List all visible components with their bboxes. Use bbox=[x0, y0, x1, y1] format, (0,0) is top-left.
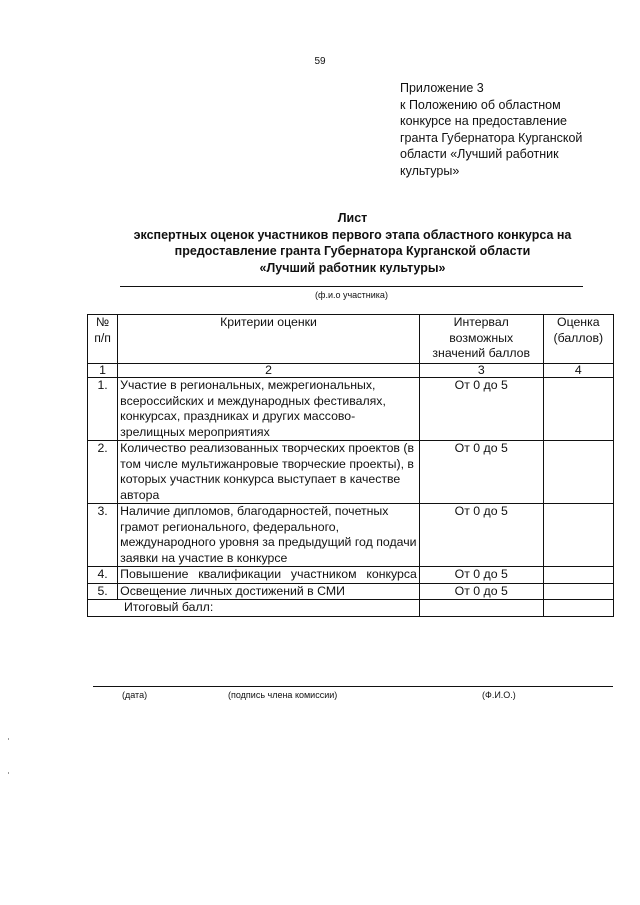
appendix-line: области «Лучший работник bbox=[400, 147, 559, 161]
document-title bbox=[100, 210, 605, 276]
total-label: Итоговый балл: bbox=[88, 600, 420, 617]
column-index: 1 bbox=[88, 364, 118, 378]
table-row bbox=[88, 567, 614, 584]
header-score: Оценка (баллов) bbox=[543, 315, 613, 364]
row-score-input[interactable] bbox=[543, 441, 613, 504]
participant-name-caption: (ф.и.о участника) bbox=[315, 290, 388, 300]
row-num: 1. bbox=[88, 378, 118, 441]
signature-line bbox=[93, 686, 613, 687]
title-line: экспертных оценок участников первого этапа областного конкурса на bbox=[133, 227, 572, 242]
column-index: 3 bbox=[419, 364, 543, 378]
row-criteria: Повышение квалификации участником конкурса bbox=[118, 567, 420, 584]
row-score-input[interactable] bbox=[543, 583, 613, 600]
row-score-input[interactable] bbox=[543, 378, 613, 441]
appendix-line: культуры» bbox=[400, 163, 460, 178]
header-interval: Интервал возможных значений баллов bbox=[419, 315, 543, 364]
row-interval: От 0 до 5 bbox=[419, 504, 543, 567]
participant-name-line bbox=[120, 286, 583, 287]
row-interval: От 0 до 5 bbox=[419, 378, 543, 441]
title-heading: Лист bbox=[337, 211, 368, 225]
title-line: «Лучший работник культуры» bbox=[259, 260, 446, 275]
table-row bbox=[88, 504, 614, 567]
column-index-row bbox=[88, 364, 614, 378]
criteria-table bbox=[87, 314, 614, 617]
row-criteria: Наличие дипломов, благодарностей, почетных грамот регионального, федерального, международного уровня за предыдущий год подачи заявки на участие в конкурсе bbox=[118, 504, 420, 567]
table-row bbox=[88, 441, 614, 504]
row-criteria: Освещение личных достижений в СМИ bbox=[118, 583, 420, 600]
date-caption: (дата) bbox=[122, 690, 148, 700]
table-row bbox=[88, 378, 614, 441]
row-num: 4. bbox=[88, 567, 118, 584]
total-interval-cell bbox=[419, 600, 543, 617]
row-criteria: Количество реализованных творческих проектов (в том числе мультижанровые творческие проекты), в которых участник конкурса выступает в качестве автора bbox=[118, 441, 420, 504]
row-criteria: Участие в региональных, межрегиональных, всероссийских и международных фестивалях, конкурсах, праздниках и других массово-зрелищных мероприятиях bbox=[118, 378, 420, 441]
header-num: № п/п bbox=[88, 315, 118, 364]
scan-artifact bbox=[8, 738, 9, 740]
column-index: 4 bbox=[543, 364, 613, 378]
title-line: предоставление гранта Губернатора Курганской области bbox=[174, 244, 531, 258]
appendix-line: к Положению об областном bbox=[400, 97, 561, 112]
signature-caption: (подпись члена комиссии) bbox=[228, 690, 338, 700]
scan-artifact bbox=[8, 772, 9, 774]
header-criteria: Критерии оценки bbox=[118, 315, 420, 364]
total-row bbox=[88, 600, 614, 617]
appendix-line: Приложение 3 bbox=[400, 81, 484, 95]
row-interval: От 0 до 5 bbox=[419, 441, 543, 504]
page-number: 59 bbox=[314, 56, 326, 67]
row-interval: От 0 до 5 bbox=[419, 583, 543, 600]
row-num: 5. bbox=[88, 583, 118, 600]
appendix-line: гранта Губернатора Курганской bbox=[400, 130, 583, 145]
row-interval: От 0 до 5 bbox=[419, 567, 543, 584]
row-num: 3. bbox=[88, 504, 118, 567]
table-row bbox=[88, 583, 614, 600]
fio-caption: (Ф.И.О.) bbox=[482, 690, 516, 700]
row-num: 2. bbox=[88, 441, 118, 504]
appendix-note bbox=[400, 80, 610, 179]
row-score-input[interactable] bbox=[543, 504, 613, 567]
appendix-line: конкурсе на предоставление bbox=[400, 114, 568, 128]
row-score-input[interactable] bbox=[543, 567, 613, 584]
column-index: 2 bbox=[118, 364, 420, 378]
total-score-input[interactable] bbox=[543, 600, 613, 617]
table-header-row bbox=[88, 315, 614, 364]
